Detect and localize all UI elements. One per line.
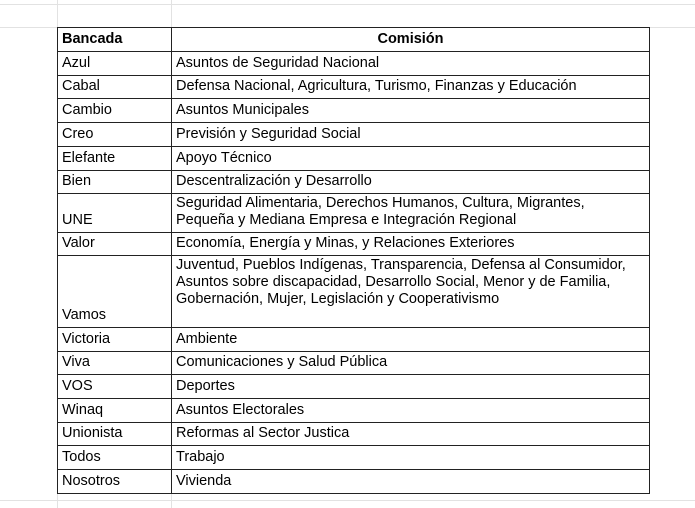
cell-bancada[interactable]: Viva	[58, 352, 172, 375]
cell-comision[interactable]: Asuntos de Seguridad Nacional	[172, 52, 650, 76]
header-comision[interactable]: Comisión	[172, 28, 650, 52]
table-row	[58, 233, 650, 256]
cell-comision[interactable]: Economía, Energía y Minas, y Relaciones Exteriores	[172, 233, 650, 256]
cell-bancada[interactable]: Cambio	[58, 99, 172, 123]
cell-bancada[interactable]: Bien	[58, 171, 172, 194]
table-row	[58, 147, 650, 171]
cell-bancada[interactable]: Elefante	[58, 147, 172, 171]
cell-comision[interactable]: Apoyo Técnico	[172, 147, 650, 171]
cell-bancada[interactable]: UNE	[58, 194, 172, 233]
cell-bancada[interactable]: Victoria	[58, 328, 172, 352]
cell-bancada[interactable]: Valor	[58, 233, 172, 256]
cell-comision[interactable]: Defensa Nacional, Agricultura, Turismo, Finanzas y Educación	[172, 76, 650, 99]
cell-bancada[interactable]: VOS	[58, 375, 172, 399]
table-row	[58, 399, 650, 423]
cell-bancada[interactable]: Todos	[58, 446, 172, 470]
cell-bancada[interactable]: Creo	[58, 123, 172, 147]
table-row	[58, 99, 650, 123]
header-row	[58, 28, 650, 52]
table-row	[58, 375, 650, 399]
cell-comision[interactable]: Reformas al Sector Justica	[172, 423, 650, 446]
table-row	[58, 52, 650, 76]
table-row	[58, 328, 650, 352]
cell-comision[interactable]: Deportes	[172, 375, 650, 399]
table-row	[58, 256, 650, 328]
table-row	[58, 171, 650, 194]
table-row	[58, 76, 650, 99]
cell-bancada[interactable]: Azul	[58, 52, 172, 76]
header-bancada[interactable]: Bancada	[58, 28, 172, 52]
cell-comision[interactable]: Previsión y Seguridad Social	[172, 123, 650, 147]
table-row	[58, 194, 650, 233]
cell-bancada[interactable]: Winaq	[58, 399, 172, 423]
cell-comision[interactable]: Descentralización y Desarrollo	[172, 171, 650, 194]
cell-comision[interactable]: Vivienda	[172, 470, 650, 494]
cell-comision[interactable]: Juventud, Pueblos Indígenas, Transparencia, Defensa al Consumidor, Asuntos sobre discapacidad, Desarrollo Social, Menor y de Familia, Gobernación, Mujer, Legislación y Cooperativismo	[172, 256, 650, 328]
table-row	[58, 352, 650, 375]
cell-comision[interactable]: Trabajo	[172, 446, 650, 470]
cell-bancada[interactable]: Nosotros	[58, 470, 172, 494]
cell-comision[interactable]: Comunicaciones y Salud Pública	[172, 352, 650, 375]
bancada-comision-table	[57, 27, 650, 494]
cell-bancada[interactable]: Unionista	[58, 423, 172, 446]
table-row	[58, 423, 650, 446]
table-row	[58, 470, 650, 494]
cell-comision[interactable]: Ambiente	[172, 328, 650, 352]
cell-bancada[interactable]: Cabal	[58, 76, 172, 99]
cell-comision[interactable]: Seguridad Alimentaria, Derechos Humanos, Cultura, Migrantes, Pequeña y Mediana Empresa e Integración Regional	[172, 194, 650, 233]
cell-comision[interactable]: Asuntos Municipales	[172, 99, 650, 123]
cell-bancada[interactable]: Vamos	[58, 256, 172, 328]
cell-comision[interactable]: Asuntos Electorales	[172, 399, 650, 423]
table-row	[58, 123, 650, 147]
table-row	[58, 446, 650, 470]
